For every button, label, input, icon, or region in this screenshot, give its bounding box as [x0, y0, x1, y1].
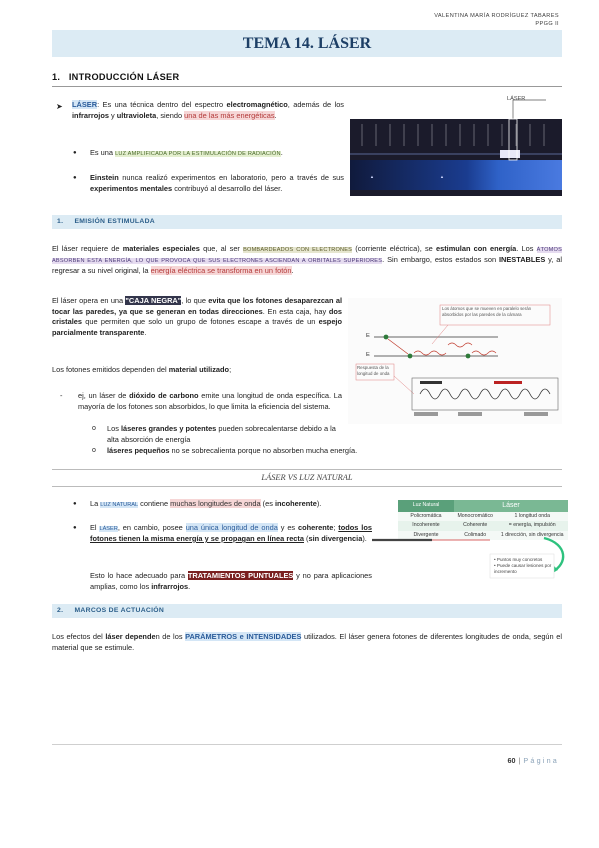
- text: coherente: [298, 523, 334, 532]
- text: y no para aplicaciones amplias, como los: [90, 571, 372, 591]
- laser-pointer-figure: [372, 530, 572, 580]
- text: infrarrojos: [72, 110, 109, 120]
- spectrum-laser-label: LÁSER: [507, 96, 526, 102]
- subsection-bar-marcos: [52, 604, 562, 618]
- text: y: [108, 110, 117, 120]
- emision-paragraph-3: [52, 365, 342, 376]
- page-footer: [508, 756, 559, 766]
- intro-bullet-2: [90, 173, 344, 194]
- table-cell: Divergente: [398, 531, 454, 540]
- text: La: [90, 499, 101, 508]
- text: ej, un láser de: [78, 391, 130, 400]
- text: , además de los: [287, 100, 344, 109]
- bullet-icon: ●: [73, 525, 77, 531]
- course-name: PPGG II: [535, 21, 559, 28]
- highlight: BOMBARDEADOS CON ELECTRONES: [243, 247, 353, 253]
- section-title: INTRODUCCIÓN LÁSER: [68, 72, 180, 82]
- table-cell: 1 dirección, sin divergencia: [496, 531, 568, 540]
- energy-level-e0: E: [366, 352, 370, 358]
- subsection-number: 2.: [57, 607, 64, 614]
- emision-sub-item-1: [107, 424, 343, 445]
- text: láser depende: [105, 632, 156, 641]
- intro-bullet-1: [90, 148, 344, 159]
- text: El láser opera en una: [52, 296, 126, 305]
- subsection-title: EMISIÓN ESTIMULADA: [74, 218, 155, 225]
- text: materiales especiales: [122, 244, 200, 253]
- table-cell: 1 longitud onda: [496, 512, 568, 521]
- svg-text:▲: ▲: [370, 174, 374, 179]
- table-row: [398, 512, 568, 521]
- text: Einstein: [90, 173, 119, 182]
- text: todos los fotones tienen la misma energía y se propagan en línea recta: [90, 523, 372, 543]
- emision-paragraph-2: [52, 296, 342, 338]
- section-heading-intro: [52, 71, 562, 84]
- text: (: [304, 533, 309, 543]
- text: experimentos mentales: [90, 183, 173, 193]
- note-text: Puede causar lesiones por incremento: [494, 562, 552, 574]
- table-cell: Monocromático: [454, 512, 496, 521]
- text: , siendo: [156, 110, 185, 120]
- text: ;: [229, 365, 232, 374]
- vs-bullet-1: [90, 499, 372, 510]
- section-rule: [52, 86, 562, 87]
- text: , lo que: [181, 296, 209, 305]
- text: que, al ser: [199, 244, 244, 253]
- highlight: LUZ AMPLIFICADA POR LA ESTIMULACIÓN DE RADIACIÓN: [115, 151, 281, 157]
- text: pueden sobrecalentarse debido a la alta absorción de energía: [107, 424, 336, 444]
- laser-note-2: • Puede causar lesiones por incremento: [494, 562, 552, 574]
- text: . Sin embargo, estos estados son: [382, 254, 499, 264]
- text: Los fotones emitidos dependen del: [52, 365, 169, 374]
- text: material utilizado: [168, 365, 230, 374]
- stimulated-emission-figure: [348, 298, 562, 424]
- diagram-note-top: Los átomos que se mueven en paralelo serán absorbidos por las paredes de la cámara: [442, 306, 532, 317]
- text: .: [188, 581, 191, 591]
- highlight: energía eléctrica se transforma en un fotón: [150, 265, 292, 275]
- highlight: ÁTOMOS ABSORBEN ESTA ENERGÍA, LO QUE PROVOCA QUE SUS ELECTRONES ASCIENDAN A ORBITALES SUPERIORES: [52, 247, 563, 264]
- bullet-icon: ●: [73, 175, 77, 181]
- text: estimulan con energía: [435, 244, 517, 253]
- table-cell: Colimado: [454, 531, 496, 540]
- laser-note-1: • Puntos muy concretos: [494, 557, 543, 562]
- text: no se sobrecalienta porque no absorben mucha energía.: [169, 446, 358, 455]
- bullet-icon: ●: [73, 501, 77, 507]
- highlight: PARÁMETROS e INTENSIDADES: [185, 632, 302, 641]
- text: n de los: [155, 632, 186, 641]
- circle-bullet: o: [92, 447, 96, 454]
- marcos-paragraph: [52, 632, 562, 653]
- text: El: [90, 523, 100, 532]
- author-name: VALENTINA MARÍA RODRÍGUEZ TABARES: [434, 13, 559, 19]
- laser-notes: [494, 557, 556, 575]
- text: Es una: [90, 148, 116, 157]
- text: El láser requiere de: [52, 244, 123, 253]
- text: Los: [107, 424, 121, 433]
- text: y, al regresar a su nivel original, la: [52, 254, 562, 275]
- text: emite una longitud de onda específica. La mayoría de los fotones son absorbidos, lo que limita la eficiencia del sistema.: [78, 391, 342, 411]
- intro-paragraph: [72, 100, 344, 121]
- text: .: [274, 110, 277, 120]
- bullet-icon: ●: [73, 150, 77, 156]
- table-header-laser: Láser: [454, 500, 568, 512]
- diagram-note-left: Respuesta de la longitud de onda: [357, 365, 390, 376]
- vs-rule-bottom: [52, 486, 562, 487]
- subsection-title: MARCOS DE ACTUACIÓN: [74, 607, 165, 614]
- text: espejo parcialmente transparente: [52, 317, 342, 337]
- text: Esto lo hace adecuado para: [90, 571, 188, 580]
- text: (es: [260, 499, 275, 508]
- text: sin divergencia: [308, 533, 363, 543]
- vs-rule-top: [52, 469, 562, 470]
- section-number: 1.: [52, 72, 61, 82]
- text: .: [144, 327, 147, 337]
- highlight: TRATAMIENTOS PUNTUALES: [187, 571, 294, 580]
- table-cell: = energía, impulsión: [496, 521, 568, 530]
- note-text: Puntos muy concretos: [496, 557, 543, 562]
- text: ultravioleta: [116, 110, 157, 120]
- vs-paragraph: [90, 571, 372, 592]
- text: láseres pequeños: [107, 446, 170, 455]
- text: ;: [333, 523, 339, 532]
- svg-text:▲: ▲: [440, 174, 444, 179]
- text: contribuyó al desarrollo del láser.: [172, 183, 283, 193]
- highlight: una única longitud de onda: [185, 523, 278, 532]
- spectrum-diagram: [350, 94, 562, 196]
- energy-level-e1: E: [366, 333, 370, 339]
- table-cell: Incoherente: [398, 521, 454, 530]
- text: contiene: [138, 499, 171, 508]
- text: utilizados. El láser genera fotones de diferentes longitudes de onda, según el material que se estimule.: [52, 632, 562, 652]
- text: .: [291, 265, 294, 275]
- text: Los efectos del: [52, 632, 106, 641]
- emision-paragraph-1: [52, 244, 562, 276]
- page-number: 60: [507, 756, 516, 765]
- highlight: una de las más energéticas: [184, 110, 275, 120]
- arrow-bullet-icon: ➤: [56, 102, 63, 111]
- table-cell: Coherente: [454, 521, 496, 530]
- subsection-number: 1.: [57, 218, 64, 225]
- text: infrarrojos: [151, 581, 189, 591]
- page-title: TEMA 14. LÁSER: [242, 35, 372, 52]
- text: evita que los fotones desaparezcan al tocar las paredes, ya que se generan en todas direcciones: [52, 296, 342, 316]
- vs-title: LÁSER VS LUZ NATURAL: [261, 473, 353, 482]
- highlight: muchas longitudes de onda: [170, 499, 261, 508]
- text: (corriente eléctrica), se: [352, 244, 436, 253]
- circle-bullet: o: [92, 425, 96, 432]
- text: ).: [316, 499, 322, 508]
- page-title-bar: [52, 30, 562, 57]
- text: , en cambio, posee: [117, 523, 186, 532]
- text: . En esta caja, hay: [262, 306, 329, 316]
- text: electromagnético: [226, 100, 288, 109]
- laser-term: LÁSER: [72, 100, 98, 109]
- emision-sub-item-2: [107, 446, 467, 457]
- table-cell: Policromática: [398, 512, 454, 521]
- highlight: "CAJA NEGRA": [125, 296, 182, 305]
- document-header: [434, 12, 559, 28]
- dash-bullet: -: [60, 391, 63, 400]
- text: ).: [362, 533, 367, 543]
- emision-dash-item: [78, 391, 342, 412]
- text: que permiten que solo un grupo de fotones escape a través de un: [82, 317, 319, 327]
- highlight: LÁSER: [99, 526, 118, 532]
- text: láseres grandes y potentes: [120, 424, 217, 433]
- highlight: LUZ NATURAL: [100, 502, 139, 508]
- spectrum-figure: [350, 94, 562, 196]
- footer-rule: [52, 744, 562, 745]
- text: : Es una técnica dentro del espectro: [97, 100, 227, 109]
- text: dióxido de carbono: [129, 391, 199, 400]
- footer-separator: |: [518, 756, 521, 765]
- text: y es: [277, 523, 299, 532]
- subsection-bar-emision: [52, 215, 562, 229]
- text: INESTABLES: [498, 254, 546, 264]
- table-header-natural: Luz Natural: [398, 500, 454, 512]
- page-word: Página: [523, 756, 559, 765]
- text: .: [280, 148, 283, 157]
- vs-bullet-2: [90, 523, 372, 544]
- text: . Los: [516, 244, 537, 253]
- text: dos cristales: [52, 306, 342, 327]
- text: nunca realizó experimentos en laboratorio, pero a través de sus: [118, 173, 344, 182]
- text: incoherente: [274, 499, 317, 508]
